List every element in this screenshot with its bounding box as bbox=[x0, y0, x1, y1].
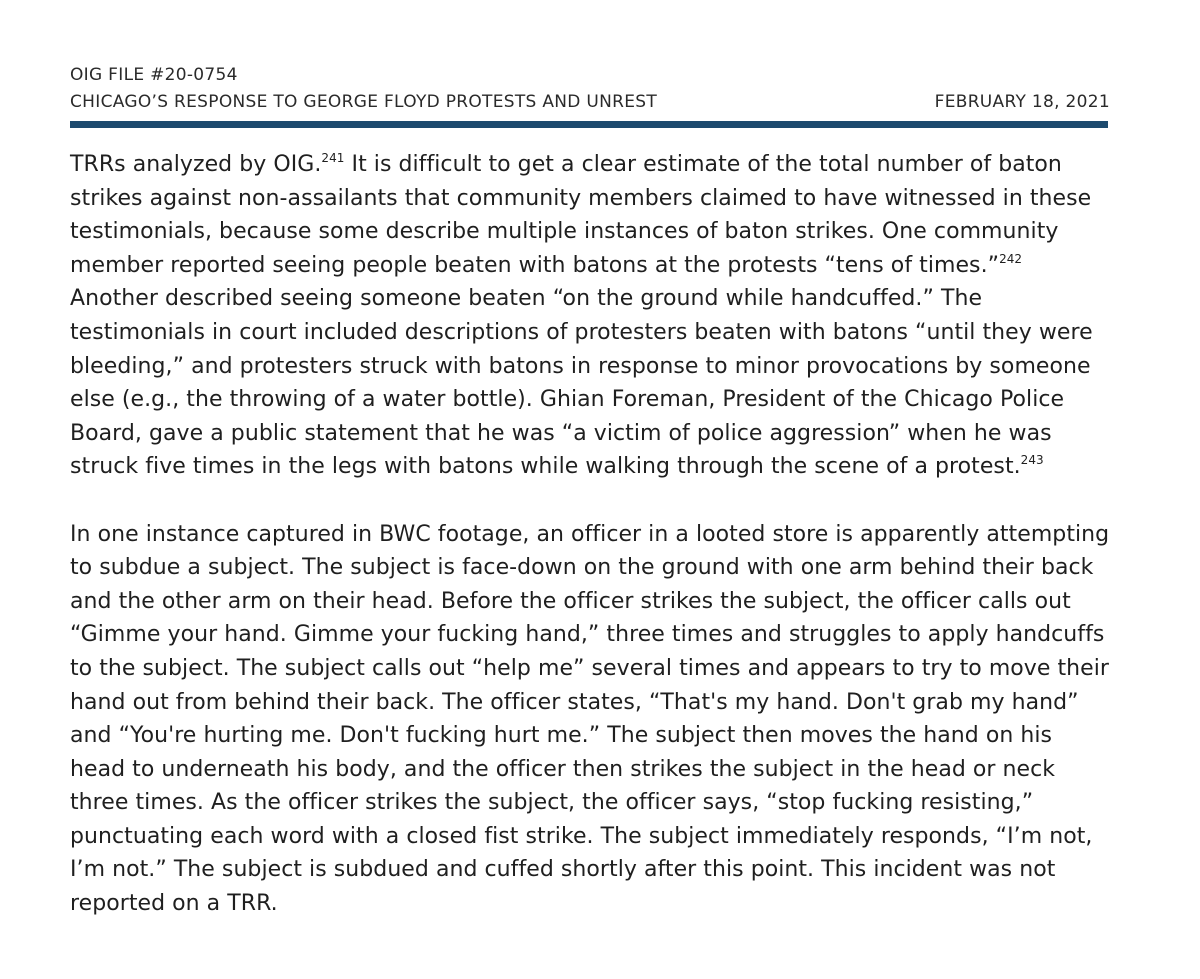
report-date: FEBRUARY 18, 2021 bbox=[934, 92, 1110, 112]
paragraph-2: In one instance captured in BWC footage, an officer in a looted store is apparently attempting to subdue a subject. The subject is face-down on the ground with one arm behind their back and the other arm on their head. Before the officer strikes the subject, the officer calls out “Gimme your hand. Gimme your fucking hand,” three times and struggles to apply handcuffs to the subject. The subject calls out “help me” several times and appears to try to move their hand out from behind their back. The officer states, “That's my hand. Don't grab my hand” and “You're hurting me. Don't fucking hurt me.” The subject then moves the hand on his head to underneath his body, and the officer then strikes the subject in the head or neck three times. As the officer strikes the subject, the officer says, “stop fucking resisting,” punctuating each word with a closed fist strike. The subject immediately responds, “I’m not, I’m not.” The subject is subdued and cuffed shortly after this point. This incident was not reported on a TRR. bbox=[70, 521, 1110, 917]
document-page bbox=[70, 62, 1110, 921]
paragraph-1-part-1: TRRs analyzed by OIG. bbox=[70, 152, 322, 177]
paragraph-1-part-2: It is difficult to get a clear estimate of the total number of baton strikes against non-assailants that community members claimed to have witnessed in these testimonials, because some describe multiple instances of baton strikes. One community member reported seeing people beaten with batons at the protests “tens of times.” bbox=[70, 152, 1092, 278]
body-text bbox=[70, 148, 1110, 921]
paragraph-1 bbox=[70, 148, 1110, 484]
footnote-ref-241: 241 bbox=[321, 151, 345, 165]
report-title: CHICAGO’S RESPONSE TO GEORGE FLOYD PROTESTS AND UNREST bbox=[70, 92, 658, 112]
page-header bbox=[70, 62, 1110, 116]
header-divider bbox=[70, 121, 1108, 128]
footnote-ref-242: 242 bbox=[999, 251, 1023, 266]
footnote-ref-243: 243 bbox=[1020, 453, 1044, 468]
header-row bbox=[70, 89, 1110, 116]
file-number: OIG FILE #20-0754 bbox=[70, 65, 238, 85]
paragraph-1-part-3: Another described seeing someone beaten “on the ground while handcuffed.” The testimonials in court included descriptions of protesters beaten with batons “until they were bleeding,” and protesters struck with batons in response to minor provocations by someone else (e.g., the throwing of a water bottle). Ghian Foreman, President of the Chicago Police Board, gave a public statement that he was “a victim of police aggression” when he was struck five times in the legs with batons while walking through the scene of a protest. bbox=[70, 286, 1093, 480]
